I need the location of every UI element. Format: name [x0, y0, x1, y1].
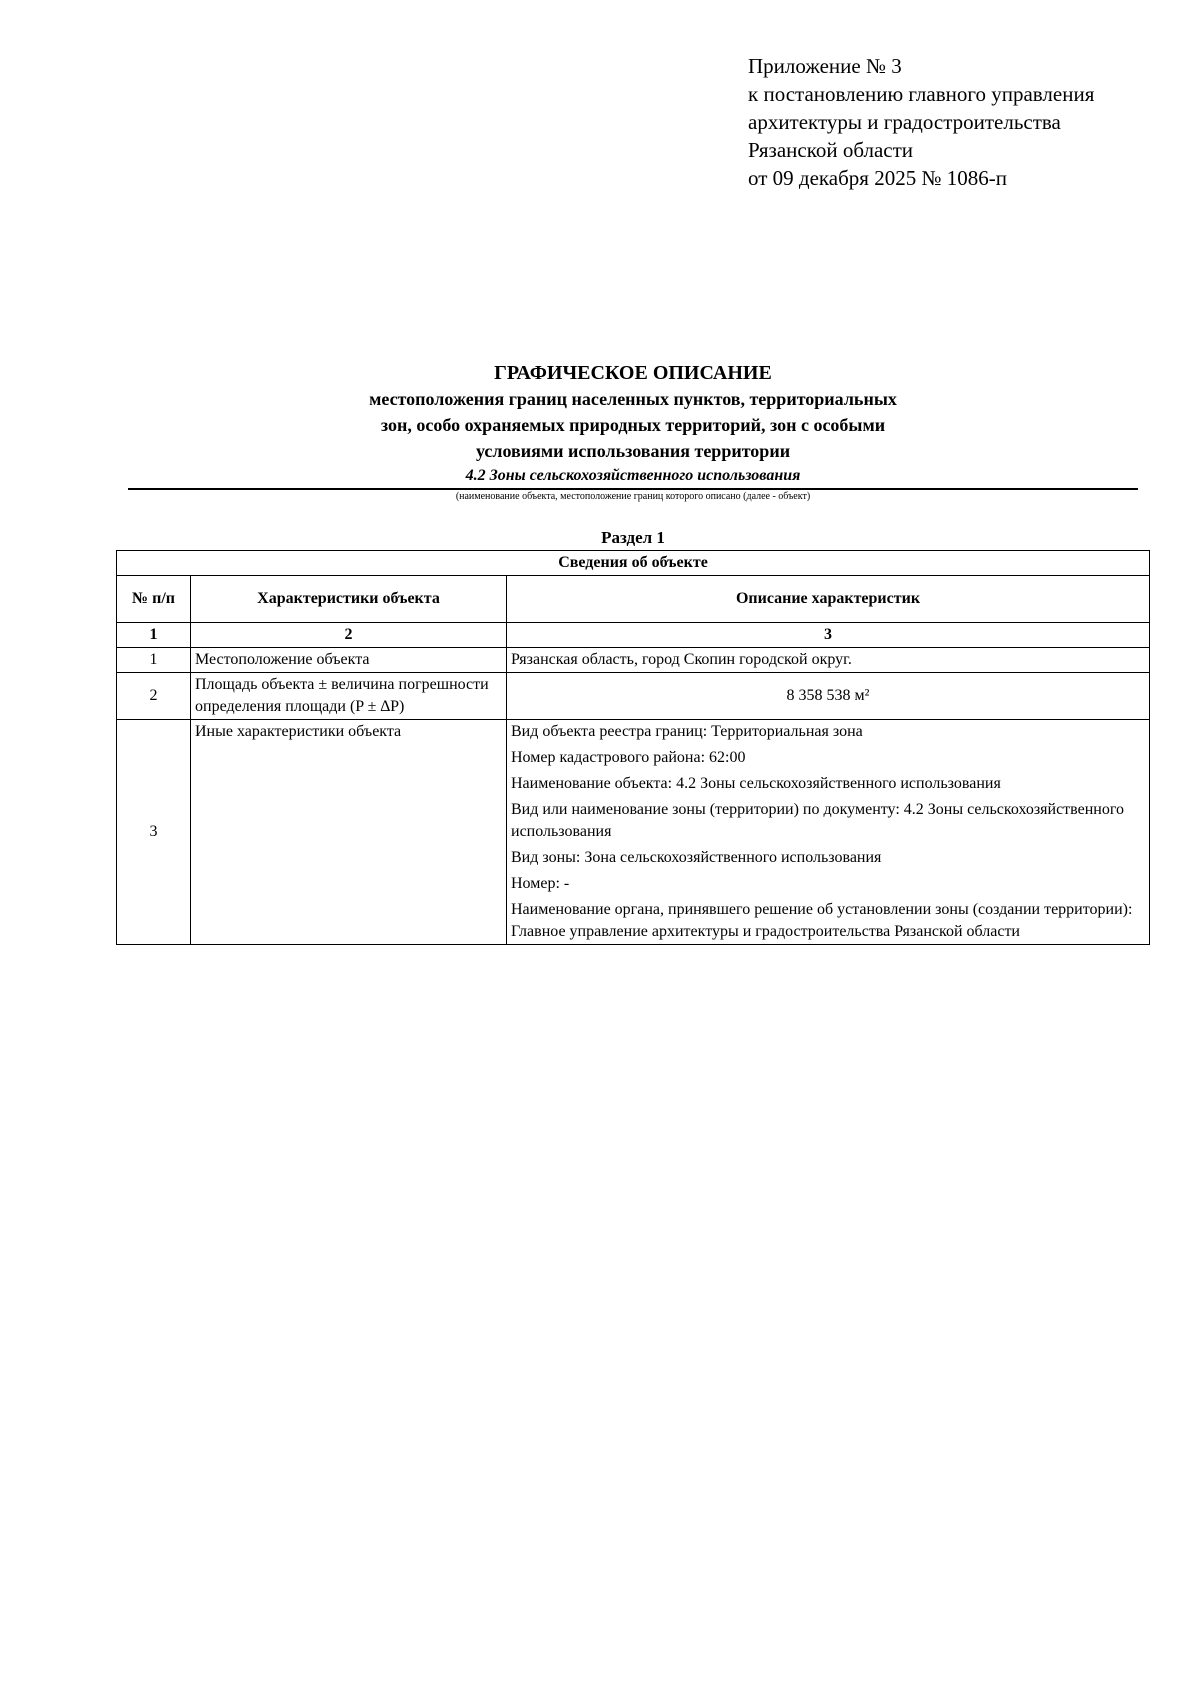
- row-characteristic: Местоположение объекта: [191, 648, 507, 673]
- appendix-line: к постановлению главного управления: [748, 82, 1095, 106]
- row-description-list: [507, 720, 1150, 945]
- document-title-block: [128, 360, 1138, 503]
- description-line: Вид или наименование зоны (территории) по документу: 4.2 Зоны сельскохозяйственного использования: [511, 801, 1125, 840]
- column-number: 1: [117, 623, 191, 648]
- table-row: [117, 648, 1150, 673]
- header-num: № п/п: [117, 576, 191, 623]
- object-name: 4.2 Зоны сельскохозяйственного использования: [465, 467, 801, 484]
- row-number: 1: [117, 648, 191, 673]
- object-name-underline: [128, 488, 1138, 490]
- row-characteristic: Иные характеристики объекта: [191, 720, 507, 945]
- row-description-area: 8 358 538 м²: [507, 673, 1150, 720]
- row-number: 2: [117, 673, 191, 720]
- column-number: 3: [507, 623, 1150, 648]
- document-subtitle-line: условиями использования территории: [475, 441, 791, 461]
- object-caption: (наименование объекта, местоположение границ которого описано (далее - объект): [455, 491, 811, 502]
- object-info-table: [116, 550, 1150, 945]
- header-description: Описание характеристик: [507, 576, 1150, 623]
- column-number-row: [117, 623, 1150, 648]
- description-line: Номер: -: [511, 875, 570, 892]
- appendix-line: архитектуры и градостроительства: [748, 110, 1061, 134]
- row-description: Рязанская область, город Скопин городской округ.: [507, 648, 1150, 673]
- description-line: Вид зоны: Зона сельскохозяйственного использования: [511, 849, 882, 866]
- column-number: 2: [191, 623, 507, 648]
- table-row: [117, 720, 1150, 945]
- document-subtitle-line: местоположения границ населенных пунктов, территориальных: [369, 389, 897, 409]
- document-title: ГРАФИЧЕСКОЕ ОПИСАНИЕ: [494, 362, 772, 384]
- row-number: 3: [117, 720, 191, 945]
- description-line: Наименование объекта: 4.2 Зоны сельскохозяйственного использования: [511, 775, 1001, 792]
- appendix-line: Рязанской области: [748, 138, 914, 162]
- header-characteristic: Характеристики объекта: [191, 576, 507, 623]
- table-row: [117, 673, 1150, 720]
- appendix-date-line: от 09 декабря 2025 № 1086-п: [748, 166, 1007, 190]
- table-header-row: [117, 576, 1150, 623]
- section-label: Раздел 1: [601, 528, 665, 547]
- description-line: Вид объекта реестра границ: Территориальная зона: [511, 723, 863, 740]
- table-title-row: [117, 551, 1150, 576]
- table-title: Сведения об объекте: [117, 551, 1150, 576]
- appendix-header: [748, 52, 1168, 192]
- description-line: Номер кадастрового района: 62:00: [511, 749, 746, 766]
- description-line: Наименование органа, принявшего решение об установлении зоны (создании территории): Главное управление архитектуры и градостроительства Рязанской области: [511, 901, 1133, 940]
- appendix-line: Приложение № 3: [748, 54, 902, 78]
- row-characteristic: Площадь объекта ± величина погрешности определения площади (P ± ∆P): [191, 673, 507, 720]
- document-subtitle-line: зон, особо охраняемых природных территорий, зон с особыми: [380, 415, 886, 435]
